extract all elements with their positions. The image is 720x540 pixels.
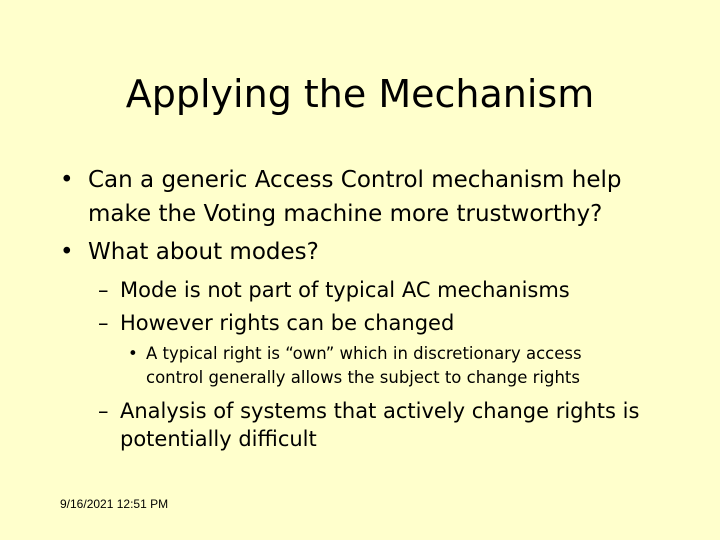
dash-marker: – [98, 278, 109, 302]
sub-bullet-text-line: Analysis of systems that actively change rights is [120, 399, 640, 423]
bullet-text-line: make the Voting machine more trustworthy? [88, 201, 603, 227]
sub-sub-bullet-text-line: A typical right is “own” which in discretionary access [146, 344, 582, 363]
sub-bullet-text-line: potentially difficult [120, 427, 317, 451]
sub-bullet-text-line: However rights can be changed [120, 311, 455, 335]
dash-marker: – [98, 311, 109, 335]
slide-title: Applying the Mechanism [125, 72, 595, 116]
bullet-text-line: Can a generic Access Control mechanism help [88, 167, 622, 193]
dash-marker: – [98, 399, 109, 423]
sub-sub-bullet-text-line: control generally allows the subject to change rights [146, 368, 580, 387]
bullet-marker: • [60, 167, 74, 193]
bullet-marker: • [60, 239, 74, 265]
sub-bullet-text-line: Mode is not part of typical AC mechanisms [120, 278, 570, 302]
bullet-text-line: What about modes? [88, 239, 319, 265]
slide-timestamp: 9/16/2021 12:51 PM [60, 497, 169, 511]
bullet-marker: • [128, 344, 138, 363]
